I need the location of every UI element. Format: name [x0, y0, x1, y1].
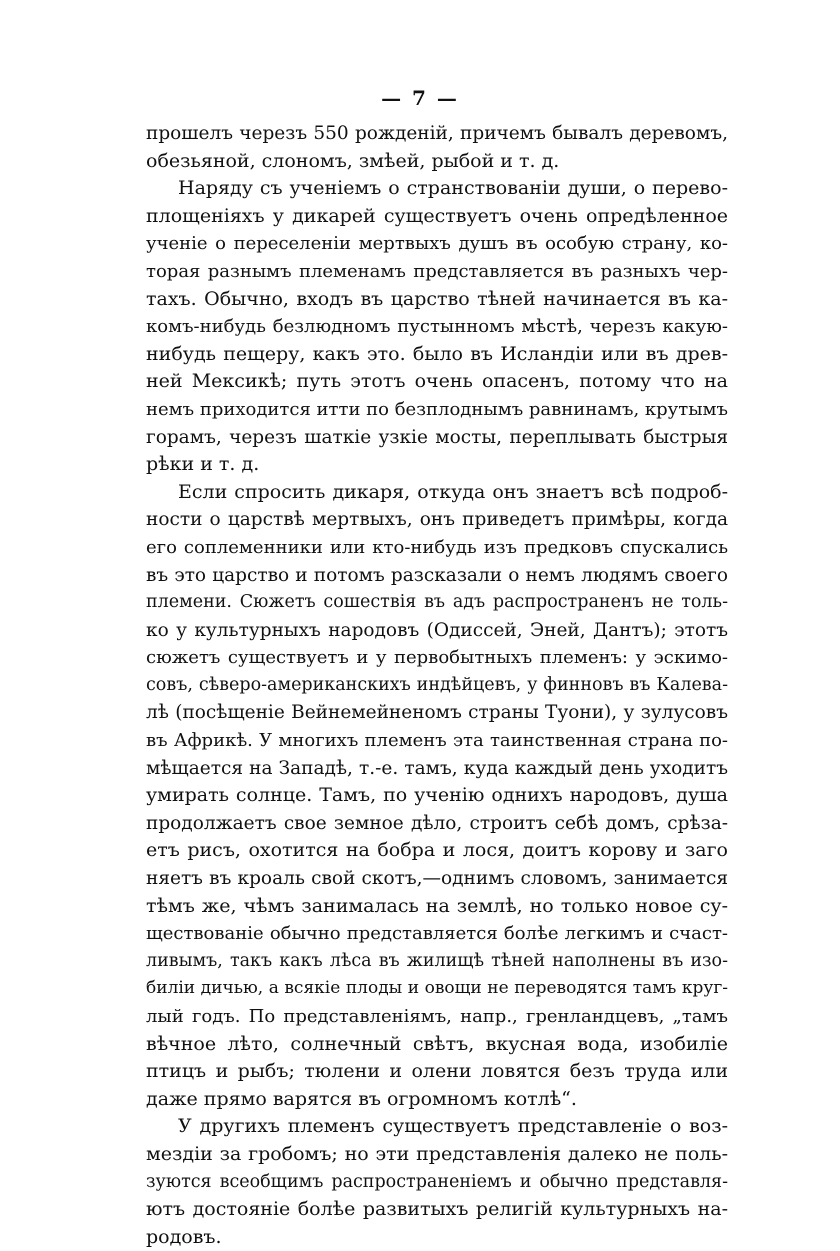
text-line: въ это царство и потомъ разсказали о немъ людямъ своего — [146, 564, 728, 586]
text-line: тѣмъ же, чѣмъ занималась на землѣ, но только новое су- — [146, 894, 728, 917]
text-line: лый годъ. По представленіямъ, напр., гренландцевъ, „тамъ — [146, 1006, 728, 1027]
text-line: комъ-нибудь безлюдномъ пустынномъ мѣстѣ, черезъ какую- — [146, 316, 728, 338]
text-line: продолжаетъ свое земное дѣло, строитъ себѣ домъ, срѣза- — [146, 812, 728, 834]
text-line: немъ приходится итти по безплоднымъ равнинамъ, крутымъ — [146, 398, 728, 420]
text-line: даже прямо варятся въ огромномъ котлѣ“. — [146, 1087, 577, 1110]
text-line: ществованіе обычно представляется болѣе легкимъ и счаст- — [146, 923, 728, 945]
text-line: племени. Сюжетъ сошествія въ адъ распространенъ не толь- — [146, 592, 728, 613]
text-line: Если спросить дикаря, откуда онъ знаетъ всѣ подроб- — [178, 480, 728, 503]
text-line: родовъ. — [146, 1225, 222, 1248]
text-line: его соплеменники или кто-нибудь изъ предковъ спускались — [146, 536, 728, 558]
text-line: биліи дичью, а всякіе плоды и овощи не переводятся тамъ круг- — [146, 978, 728, 999]
text-line: сюжетъ существуетъ и у первобытныхъ племенъ: у эскимо- — [146, 647, 728, 669]
text-line: ней Мексикѣ; путь этотъ очень опасенъ, потому что на — [146, 370, 728, 393]
text-line: ученіе о переселеніи мертвыхъ душъ въ особую страну, ко- — [146, 233, 728, 255]
text-line: горамъ, черезъ шаткіе узкіе мосты, переплывать быстрыя — [146, 426, 728, 448]
text-line: ютъ достояніе болѣе развитыхъ религій культурныхъ на- — [146, 1198, 728, 1221]
text-line: ко у культурныхъ народовъ (Одиссей, Эней, Дантъ); этотъ — [146, 619, 728, 641]
text-line: тахъ. Обычно, входъ въ царство тѣней начинается въ ка- — [146, 287, 728, 310]
text-line: прошелъ черезъ 550 рожденій, причемъ бывалъ деревомъ, — [146, 123, 728, 144]
text-line: совъ, сѣверо-американскихъ индѣйцевъ, у финновъ въ Калева- — [146, 674, 728, 695]
text-line: нибудь пещеру, какъ это. было въ Исландіи или въ древ- — [146, 342, 728, 365]
text-line: няетъ въ кроаль свой скотъ,—однимъ словомъ, занимается — [146, 868, 728, 890]
page-number: — 7 — — [381, 86, 459, 110]
text-line: ности о царствѣ мертвыхъ, онъ приведетъ примѣры, когда — [146, 509, 728, 531]
text-line: вѣчное лѣто, солнечный свѣтъ, вкусная вода, изобиліе — [146, 1032, 728, 1055]
text-line: птицъ и рыбъ; тюлени и олени ловятся безъ труда или — [146, 1060, 728, 1083]
text-line: рѣки и т. д. — [146, 453, 260, 476]
body-text — [146, 120, 728, 1251]
text-line: обезьяной, слономъ, змѣей, рыбой и т. д. — [146, 149, 560, 172]
text-line: площеніяхъ у дикарей существуетъ очень опредѣленное — [146, 204, 728, 227]
text-line: лѣ (посѣщеніе Вейнемейненомъ страны Туони), у зулусовъ — [146, 702, 728, 724]
text-line: мѣщается на Западѣ, т.-е. тамъ, куда каждый день уходитъ — [146, 757, 728, 779]
text-line: торая разнымъ племенамъ представляется въ разныхъ чер- — [146, 260, 728, 282]
text-line: етъ рисъ, охотится на бобра и лося, доитъ корову и заго — [146, 839, 728, 862]
text-line: въ Африкѣ. У многихъ племенъ эта таинственная страна по- — [146, 730, 728, 752]
text-line: У другихъ племенъ существуетъ представленіе о воз- — [178, 1115, 728, 1138]
text-line: Наряду съ ученіемъ о странствованіи души, о перево- — [178, 177, 728, 200]
text-line: мездіи за гробомъ; но эти представленія далеко не поль- — [146, 1142, 728, 1165]
text-line: умирать солнце. Тамъ, по ученію однихъ народовъ, душа — [146, 784, 728, 807]
text-line: ливымъ, такъ какъ лѣса въ жилищѣ тѣней наполнены въ изо- — [146, 950, 728, 971]
text-line: зуются всеобщимъ распространеніемъ и обычно представля- — [146, 1171, 728, 1192]
